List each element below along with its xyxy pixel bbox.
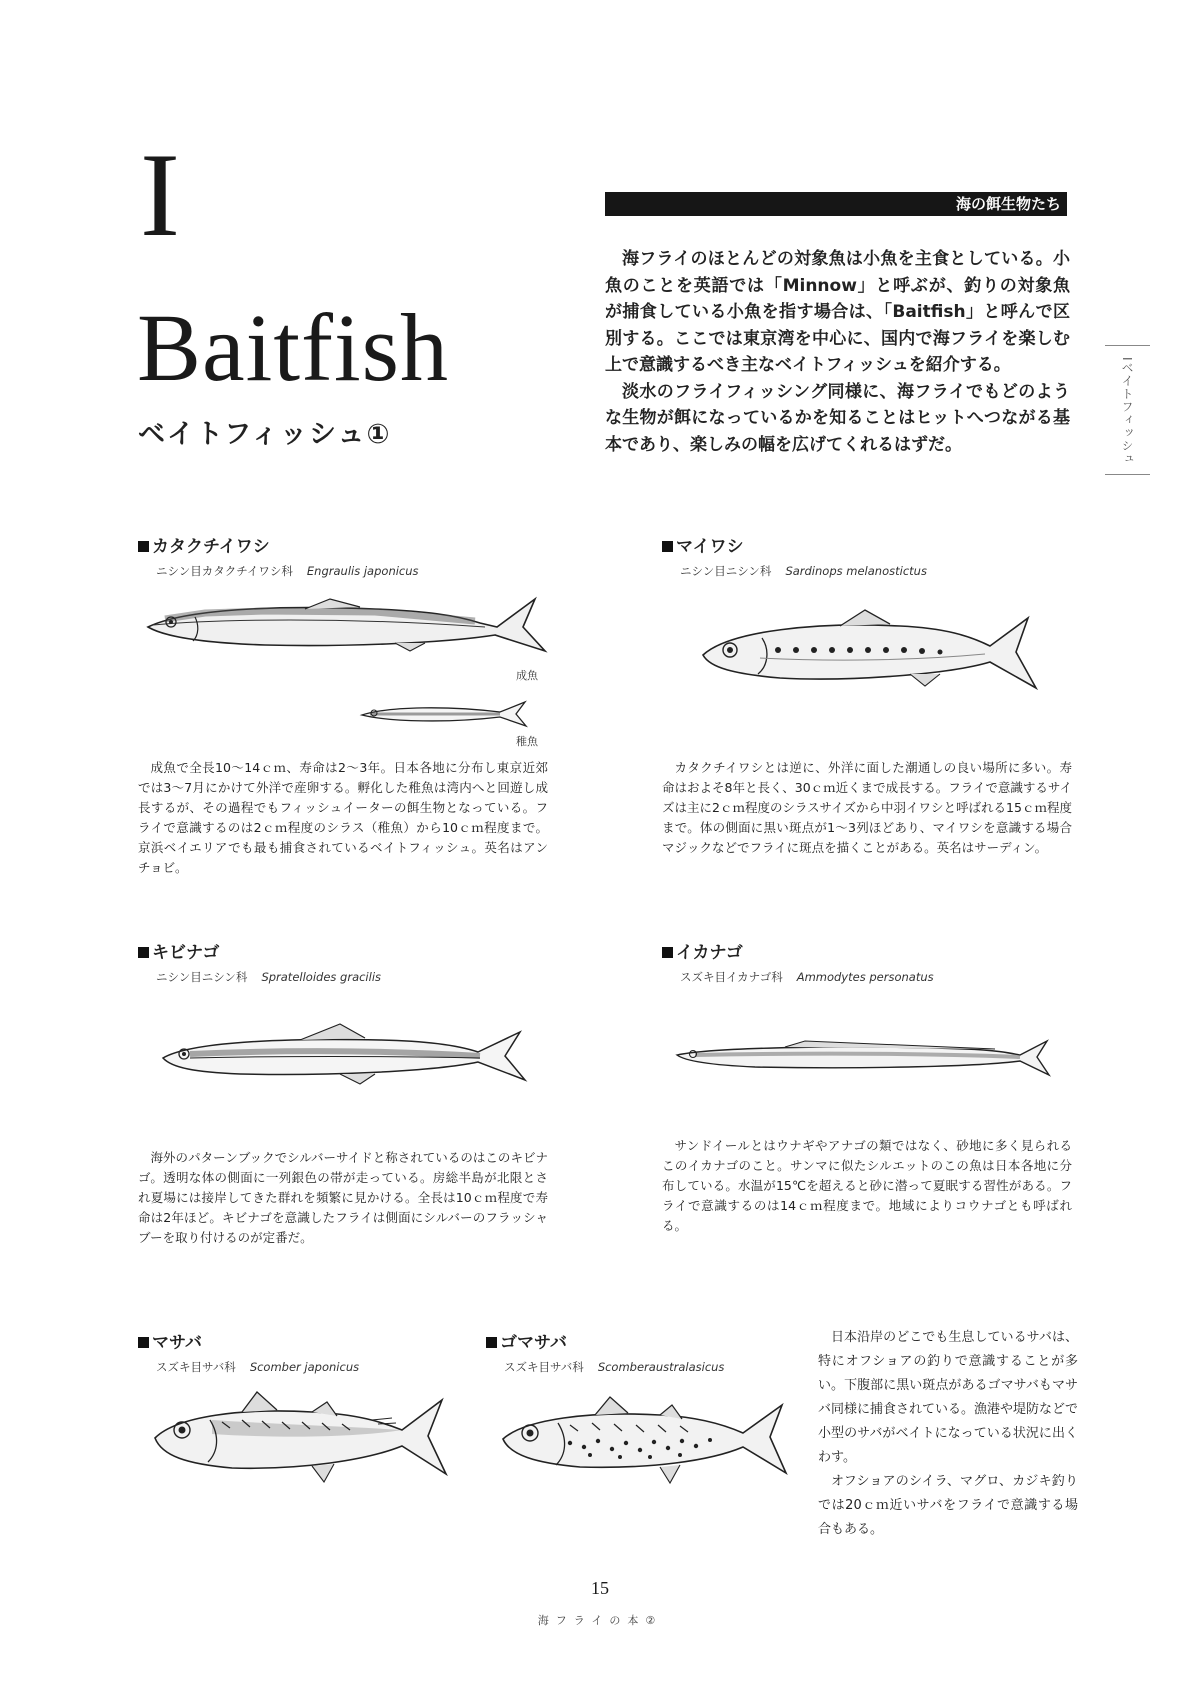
species-classification: スズキ目イカナゴ科 Ammodytes personatus <box>680 970 934 984</box>
species-name: マイワシ <box>662 532 927 557</box>
saba-description: 日本沿岸のどこでも生息しているサバは、特にオフショアの釣りで意識することが多い。下腹部に黒い斑点があるゴマサバもマサバ同様に捕食されている。漁港や堤防などで小型のサバがベイトになっている状況に出くわす。 オフショアのシイラ、マグロ、カジキ釣りでは20ｃｍ近いサバをフライで意識する場合もある。 <box>818 1330 1079 1537</box>
species-ikanago-heading <box>662 938 934 985</box>
side-index-tab <box>1105 345 1150 475</box>
species-name: キビナゴ <box>138 938 381 963</box>
species-name: カタクチイワシ <box>138 532 419 557</box>
square-bullet-icon <box>486 1337 497 1348</box>
intro-text <box>605 246 1070 458</box>
caption-adult: 成魚 <box>516 669 538 682</box>
anchovy-juvenile-illustration <box>360 700 530 728</box>
divider <box>1105 474 1150 475</box>
species-katakuchi-heading <box>138 532 419 579</box>
species-name: マサバ <box>138 1328 359 1353</box>
species-ikanago-description: サンドイールとはウナギやアナゴの類ではなく、砂地に多く見られるこのイカナゴのこと。サンマに似たシルエットのこの魚は日本各地に分布している。水温が15℃を超えると砂に潜って夏眠する習性がある。フライで意識するのは14ｃｍ程度まで。地域によりコウナゴとも呼ばれる。 <box>662 1138 1072 1233</box>
species-name: イカナゴ <box>662 938 934 963</box>
divider <box>1105 345 1150 346</box>
species-kibinago-description: 海外のパターンブックでシルバーサイドと称されているのはこのキビナゴ。透明な体の側面に一列銀色の帯が走っている。房総半島が北限とされ夏場には接岸してきた群れを頻繁に見かける。全長は10ｃｍ程度で寿命は2年ほど。キビナゴを意識したフライは側面にシルバーのフラッシャブーを取り付けるのが定番だ。 <box>138 1150 548 1245</box>
intro-paragraph-1: 海フライのほとんどの対象魚は小魚を主食としている。小魚のことを英語では「Minnow」と呼ぶが、釣りの対象魚が捕食している小魚を指す場合は、「Baitfish」と呼んで区別する。ここでは東京湾を中心に、国内で海フライを楽しむ上で意識するべき主なベイトフィッシュを紹介する。 <box>605 249 1070 375</box>
species-classification: ニシン目カタクチイワシ科 Engraulis japonicus <box>156 564 419 578</box>
chub-mackerel-illustration <box>152 1390 452 1500</box>
square-bullet-icon <box>662 541 673 552</box>
species-classification: スズキ目サバ科 Scomberaustralasicus <box>504 1360 725 1374</box>
species-classification: スズキ目サバ科 Scomber japonicus <box>156 1360 360 1374</box>
caption-juvenile: 稚魚 <box>516 735 538 748</box>
sardine-illustration <box>700 610 1040 695</box>
sand-lance-illustration <box>675 1035 1055 1080</box>
species-masaba-heading <box>138 1328 359 1375</box>
species-katakuchi-description: 成魚で全長10〜14ｃｍ、寿命は2〜3年。日本各地に分布し東京近郊では3〜7月にかけて外洋で産卵する。孵化した稚魚は湾内へと回遊し成長するが、その過程でもフィッシュイーターの餌生物となっている。フライで意識するのは2ｃｍ程度のシラス（稚魚）から10ｃｍ程度まで。京浜ベイエリアでも最も捕食されているベイトフィッシュ。英名はアンチョビ。 <box>138 760 548 875</box>
species-maiwashi-heading <box>662 532 927 579</box>
square-bullet-icon <box>138 541 149 552</box>
species-kibinago-heading <box>138 938 381 985</box>
intro-paragraph-2: 淡水のフライフィッシング同様に、海フライでもどのような生物が餌になっているかを知ることはヒットへつながる基本であり、楽しみの幅を広げてくれるはずだ。 <box>605 381 1070 455</box>
page-number: 15 <box>591 1578 609 1598</box>
blue-mackerel-illustration <box>500 1395 790 1495</box>
book-title-footer: 海フライの本② <box>537 1614 663 1627</box>
square-bullet-icon <box>138 947 149 958</box>
species-classification: ニシン目ニシン科 Spratelloides gracilis <box>156 970 382 984</box>
species-classification: ニシン目ニシン科 Sardinops melanostictus <box>680 564 927 578</box>
species-name: ゴマサバ <box>486 1328 724 1353</box>
anchovy-adult-illustration <box>145 595 550 655</box>
chapter-number: I <box>140 128 180 261</box>
side-tab-label: Iベイトフィッシュ <box>1120 357 1134 466</box>
species-gomasaba-heading <box>486 1328 724 1375</box>
square-bullet-icon <box>662 947 673 958</box>
page-title: Baitfish <box>137 294 449 401</box>
section-label-bar: 海の餌生物たち <box>605 192 1067 216</box>
square-bullet-icon <box>138 1337 149 1348</box>
page-subtitle: ベイトフィッシュ① <box>138 419 392 450</box>
species-maiwashi-description: カタクチイワシとは逆に、外洋に面した潮通しの良い場所に多い。寿命はおよそ8年と長く、30ｃｍ近くまで成長する。フライで意識するサイズは主に2ｃｍ程度のシラスサイズから中羽イワシと呼ばれる15ｃｍ程度まで。体の側面に黒い斑点が1〜3列ほどあり、マイワシを意識する場合マジックなどでフライに斑点を描くことがある。英名はサーディン。 <box>662 760 1072 855</box>
kibinago-illustration <box>160 1022 530 1087</box>
